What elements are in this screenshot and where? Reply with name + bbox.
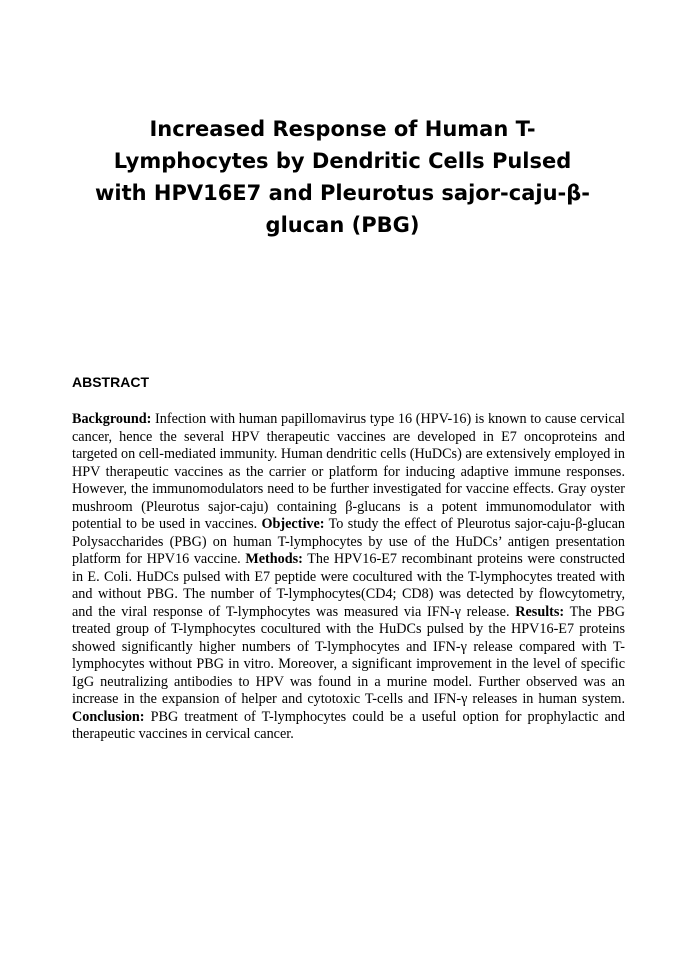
title-line: with HPV16E7 and Pleurotus sajor-caju-β- <box>94 181 591 205</box>
paper-title <box>60 113 625 241</box>
background-label: Background: <box>72 411 152 427</box>
results-label: Results: <box>515 603 565 620</box>
methods-text: The HPV16-E7 recombinant proteins were constructed in E. Coli. HuDCs pulsed with E7 peptide were cocultured with the T-lymphocytes treated with and without PBG. The number of T-lymphocytes(CD4; CD8) was detected by flowcytometry, and the viral response of T-lymphocytes was measured via IFN-γ release. <box>72 551 625 620</box>
title-line: glucan (PBG) <box>265 213 420 237</box>
conclusion-label: Conclusion: <box>72 708 145 725</box>
conclusion-text: PBG treatment of T-lymphocytes could be a useful option for prophylactic and therapeutic vaccines in cervical cancer. <box>72 708 625 742</box>
methods-label: Methods: <box>245 551 303 567</box>
title-line: Increased Response of Human T- <box>149 117 536 141</box>
objective-label: Objective: <box>261 516 325 532</box>
background-text: Infection with human papillomavirus type 16 (HPV-16) is known to cause cervical cancer, hence the several HPV therapeutic vaccines are developed in E7 oncoproteins and targeted on cell-mediated immunity. Human dendritic cells (HuDCs) are extensively employed in HPV therapeutic vaccines as the carrier or platform for inducing adaptive immune responses. However, the immunomodulators need to be further investigated for vaccine effects. Gray oyster mushroom (Pleurotus sajor-caju) containing β-glucans is a potent immunomodulator with potential to be used in vaccines. <box>72 411 625 532</box>
title-line: Lymphocytes by Dendritic Cells Pulsed <box>113 149 572 173</box>
abstract-heading: ABSTRACT <box>72 374 149 390</box>
objective-text: To study the effect of Pleurotus sajor-caju-β-glucan Polysaccharides (PBG) on human T-lymphocytes by use of the HuDCs’ antigen presentation platform for HPV16 vaccine. <box>72 516 625 567</box>
results-text: The PBG treated group of T-lymphocytes cocultured with the HuDCs pulsed by the HPV16-E7 proteins showed significantly higher numbers of T-lymphocytes and IFN-γ release compared with T-lymphocytes without PBG in vitro. Moreover, a significant improvement in the level of specific IgG neutralizing antibodies to HPV was found in a murine model. Further observed was an increase in the expansion of helper and cytotoxic T-cells and IFN-γ releases in human system. <box>72 603 625 707</box>
abstract-body <box>72 411 625 744</box>
